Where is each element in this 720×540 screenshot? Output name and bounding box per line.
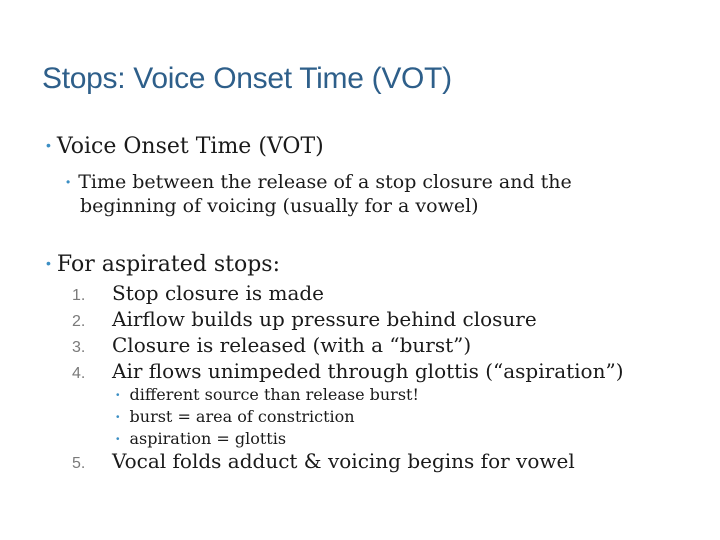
step-text: Closure is released (with a “burst”) [112,333,472,357]
bullet-dot-icon: • [116,434,120,445]
numbered-steps [72,280,624,384]
bullet-dot-icon: • [46,255,51,271]
slide-title: Stops: Voice Onset Time (VOT) [42,62,452,95]
step-item [72,332,624,358]
sub-bullet-continuation: beginning of voicing (usually for a vowel) [80,195,479,217]
step-item [72,306,624,332]
note-item [116,384,419,406]
note-text: burst = area of constriction [129,407,355,426]
bullet-voice-onset-time [46,134,324,159]
step-item-five [72,448,575,477]
step-text: Airflow builds up pressure behind closure [112,307,537,331]
bullet-dot-icon: • [66,175,71,189]
note-item [116,406,419,428]
step-number: 2. [72,313,86,330]
bullet-aspirated-stops [46,252,280,277]
top-band [0,0,720,28]
step-number: 5. [72,455,86,472]
step-text: Air flows unimpeded through glottis (“aspiration”) [112,359,624,383]
step-number: 3. [72,339,86,356]
step-text: Vocal folds adduct & voicing begins for vowel [112,449,575,473]
bullet-text: For aspirated stops: [56,252,280,277]
bullet-dot-icon: • [116,412,120,423]
step-text: Stop closure is made [112,281,325,305]
note-text: aspiration = glottis [129,429,287,448]
bullet-dot-icon: • [116,390,120,401]
step-item [72,280,624,306]
step-number: 4. [72,365,86,382]
sub-bullet-text: Time between the release of a stop closure and the [78,171,572,193]
step-item [72,358,624,384]
bullet-dot-icon: • [46,137,51,153]
aspiration-notes [116,384,419,450]
note-item [116,428,419,450]
sub-bullet-definition [66,169,572,197]
bullet-text: Voice Onset Time (VOT) [56,134,324,159]
step-number: 1. [72,287,86,304]
note-text: different source than release burst! [129,385,419,404]
